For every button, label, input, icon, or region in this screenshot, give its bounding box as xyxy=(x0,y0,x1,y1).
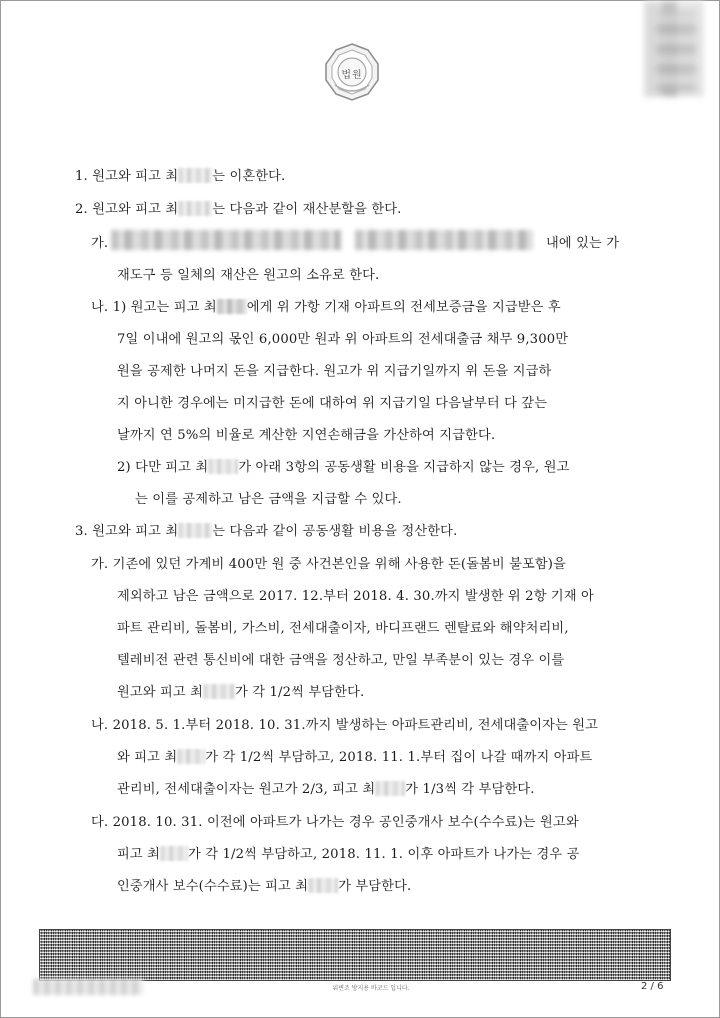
clause-line: 관리비, 전세대출이자는 원고가 2/3, 피고 최 가 1/3씩 각 부담한다. xyxy=(117,782,535,797)
redacted-name xyxy=(160,846,188,861)
court-emblem-icon xyxy=(321,41,383,103)
clause-2 xyxy=(75,201,402,219)
redacted-name xyxy=(308,878,338,893)
clause-line: 날까지 연 5%의 비율로 계산한 지연손해금을 가산하여 지급한다. xyxy=(117,428,496,443)
clause-2-ga-cont: 재도구 등 일체의 재산은 원고의 소유로 한다. xyxy=(117,268,380,283)
clause-text: 1. 원고와 피고 최 xyxy=(75,169,179,184)
redacted-address-1 xyxy=(111,230,341,250)
clause-line: 는 이를 공제하고 남은 금액을 지급할 수 있다. xyxy=(135,492,402,507)
clause-line: 원고와 피고 최 가 각 1/2씩 부담한다. xyxy=(117,685,365,700)
clause-line: 파트 관리비, 돌봄비, 가스비, 전세대출이자, 바디프랜드 렌탈료와 해약처리비, xyxy=(117,621,569,636)
redacted-name xyxy=(178,523,212,538)
clause-3-na: 나. 2018. 5. 1.부터 2018. 10. 31.까지 발생하는 아파트관리비, 전세대출이자는 원고 xyxy=(91,718,599,733)
redacted-name xyxy=(208,459,238,474)
clause-line: 제외하고 남은 금액으로 2017. 12.부터 2018. 4. 30.까지 발생한 위 2항 기재 아 xyxy=(117,589,594,604)
clause-2-ga-prefix: 가. xyxy=(91,236,109,251)
clause-line: 와 피고 최 가 각 1/2씩 부담하고, 2018. 11. 1.부터 집이 나갈 때까지 아파트 xyxy=(117,750,593,765)
clause-text: 는 다음과 같이 재산분할을 한다. xyxy=(212,202,402,217)
redacted-name xyxy=(178,168,212,183)
redacted-name xyxy=(177,749,205,764)
clause-line: 원을 공제한 나머지 돈을 지급한다. 원고가 위 지급기일까지 위 돈을 지급하 xyxy=(117,364,552,379)
clause-2-ga-suffix: 내에 있는 가 xyxy=(546,236,620,251)
clause-line: 텔레비전 관련 통신비에 대한 금액을 정산하고, 만일 부족분이 있는 경우 이를 xyxy=(117,653,565,668)
clause-line: 지 아니한 경우에는 미지급한 돈에 대하여 위 지급기일 다음날부터 다 갚는 xyxy=(117,396,548,411)
clause-2-na-2: 2) 다만 피고 최 가 아래 3항의 공동생활 비용을 지급하지 않는 경우, 원고 xyxy=(117,460,570,475)
redacted-name xyxy=(178,201,212,216)
redacted-name xyxy=(203,684,235,699)
redacted-name xyxy=(217,299,247,314)
redacted-stamp-detail xyxy=(656,11,696,91)
redacted-footer-info xyxy=(33,979,143,995)
clause-1 xyxy=(75,168,285,186)
redacted-address-2 xyxy=(355,230,533,250)
clause-text: 2. 원고와 피고 최 xyxy=(75,202,179,217)
barcode-note: 위변조 방지용 바코드 입니다. xyxy=(332,985,410,992)
clause-3-da: 다. 2018. 10. 31. 이전에 아파트가 나가는 경우 공인중개사 보수(수수료)는 원고와 xyxy=(91,815,579,830)
clause-line: 피고 최 가 각 1/2씩 부담하고, 2018. 11. 1. 이후 아파트가 나가는 경우 공 xyxy=(117,847,580,862)
page-number: 2 / 6 xyxy=(641,981,664,992)
clause-3: 3. 원고와 피고 최 는 다음과 같이 공동생활 비용을 정산한다. xyxy=(75,524,458,539)
clause-line: 7일 이내에 원고의 몫인 6,000만 원과 위 아파트의 전세대출금 채무 9,300만 xyxy=(117,332,569,347)
emblem-label: 법원 xyxy=(341,70,363,81)
clause-line: 인중개사 보수(수수료)는 피고 최 가 부담한다. xyxy=(117,879,412,894)
redacted-name xyxy=(375,781,405,796)
clause-2-na-1: 나. 1) 원고는 피고 최 에게 위 가항 기재 아파트의 전세보증금을 지급받은 후 xyxy=(91,300,561,315)
clause-text: 는 이혼한다. xyxy=(212,169,286,184)
barcode-frame xyxy=(39,929,671,981)
clause-3-ga: 가. 기존에 있던 가계비 400만 원 중 사건본인을 위해 사용한 돈(돌봄비 불포함)을 xyxy=(91,557,566,572)
